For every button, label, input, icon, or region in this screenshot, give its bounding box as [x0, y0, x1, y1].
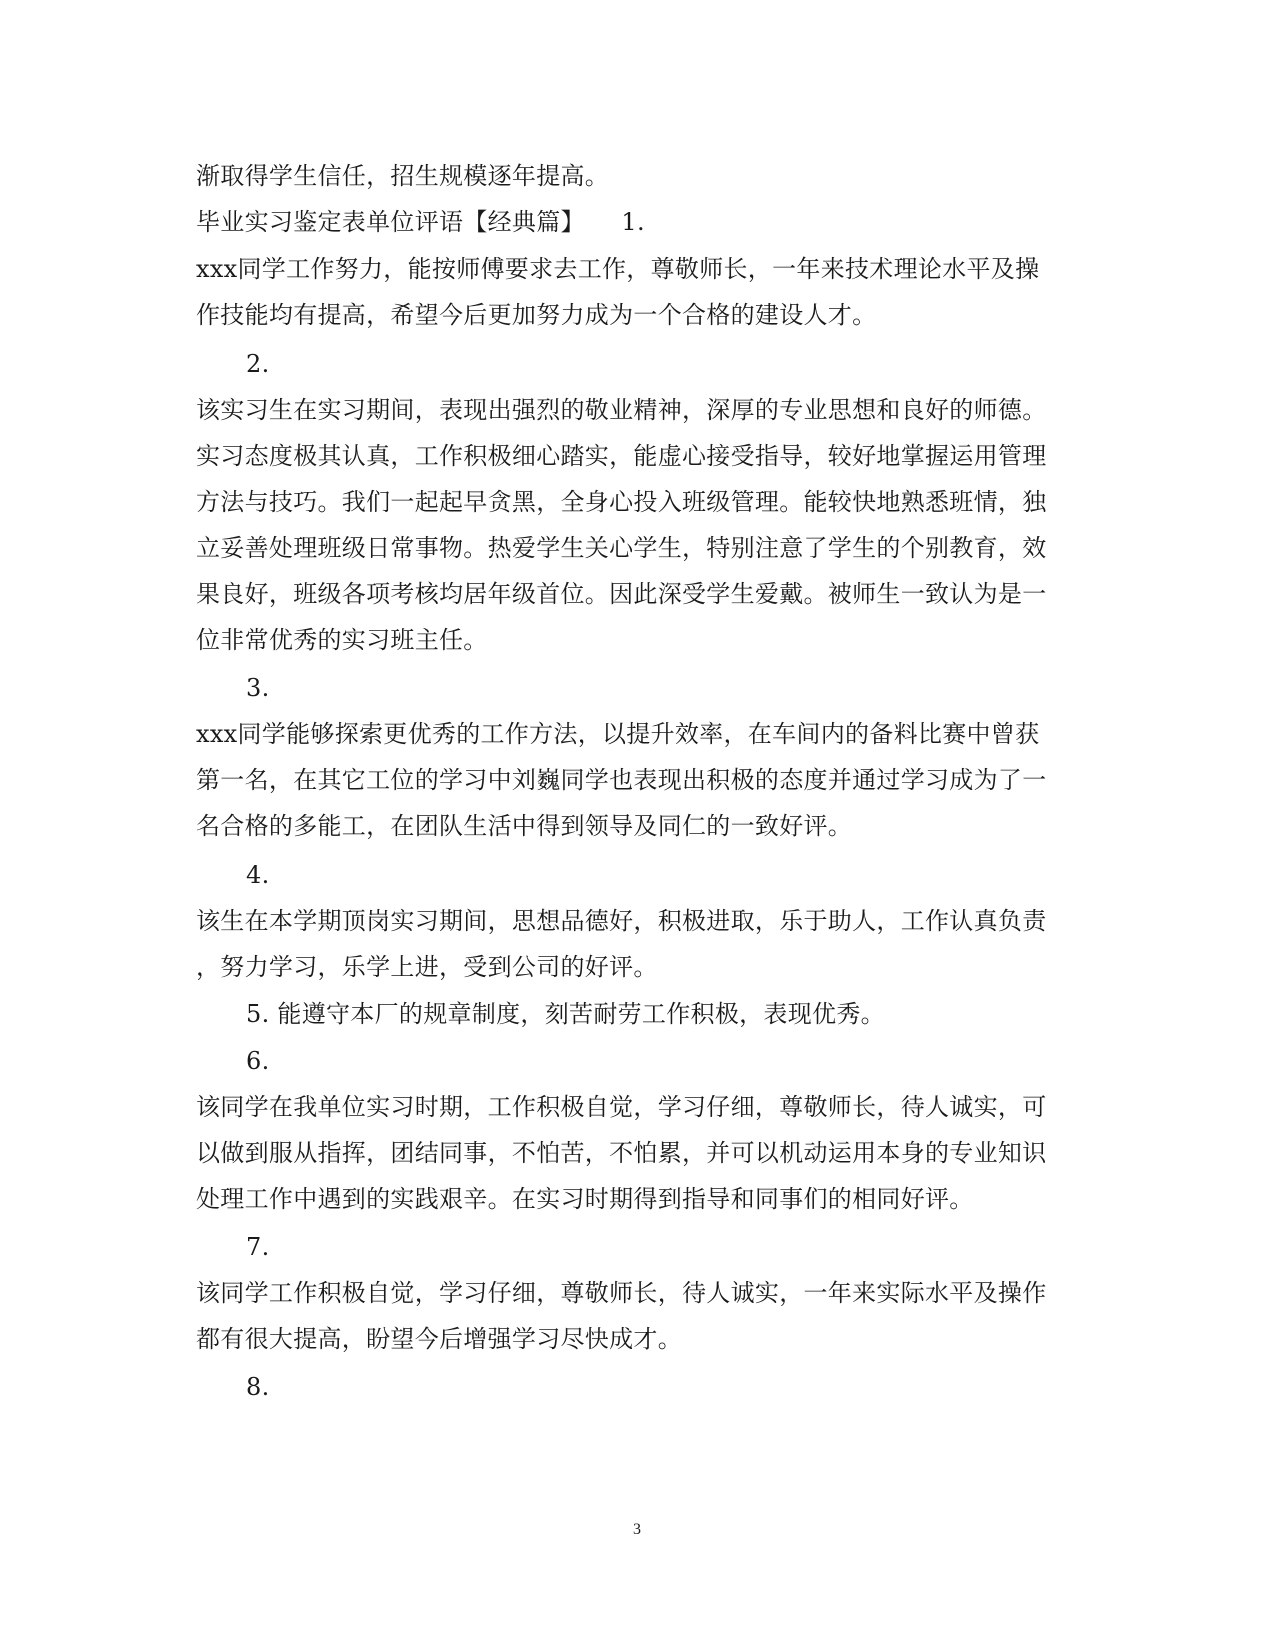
- text-line: 立妥善处理班级日常事物。热爱学生关心学生，特别注意了学生的个别教育，效: [196, 534, 1047, 562]
- text-line: xxx同学能够探索更优秀的工作方法，以提升效率，在车间内的备料比赛中曾获: [196, 720, 1040, 748]
- text-line: 第一名，在其它工位的学习中刘巍同学也表现出积极的态度并通过学习成为了一: [196, 766, 1047, 794]
- item-number: 6.: [246, 1047, 270, 1075]
- text-line: 位非常优秀的实习班主任。: [196, 626, 488, 654]
- item-number: 7.: [246, 1233, 270, 1261]
- item-number: 3.: [246, 674, 270, 702]
- text-line: 处理工作中遇到的实践艰辛。在实习时期得到指导和同事们的相同好评。: [196, 1185, 974, 1213]
- text-line: 作技能均有提高，希望今后更加努力成为一个合格的建设人才。: [196, 301, 877, 329]
- text-line: xxx同学工作努力，能按师傅要求去工作，尊敬师长，一年来技术理论水平及操: [196, 255, 1040, 283]
- item-number: 2.: [246, 350, 270, 378]
- item-number: 8.: [246, 1373, 270, 1401]
- text-line: 渐取得学生信任，招生规模逐年提高。: [196, 162, 610, 190]
- section-heading: 毕业实习鉴定表单位评语【经典篇】 1.: [196, 208, 645, 236]
- item-number: 4.: [246, 861, 270, 889]
- text-line: 实习态度极其认真，工作积极细心踏实，能虚心接受指导，较好地掌握运用管理: [196, 442, 1047, 470]
- text-line: 名合格的多能工，在团队生活中得到领导及同仁的一致好评。: [196, 812, 853, 840]
- text-line: 该同学工作积极自觉，学习仔细，尊敬师长，待人诚实，一年来实际水平及操作: [196, 1279, 1047, 1307]
- text-line: 果良好，班级各项考核均居年级首位。因此深受学生爱戴。被师生一致认为是一: [196, 580, 1047, 608]
- text-line: ，努力学习，乐学上进，受到公司的好评。: [196, 953, 658, 981]
- text-line: 5. 能遵守本厂的规章制度，刻苦耐劳工作积极，表现优秀。: [246, 1000, 885, 1028]
- text-line: 该实习生在实习期间，表现出强烈的敬业精神，深厚的专业思想和良好的师德。: [196, 396, 1047, 424]
- page-number: 3: [633, 1521, 641, 1538]
- text-line: 方法与技巧。我们一起起早贪黑，全身心投入班级管理。能较快地熟悉班情，独: [196, 488, 1047, 516]
- text-line: 该生在本学期顶岗实习期间，思想品德好，积极进取，乐于助人，工作认真负责: [196, 907, 1047, 935]
- text-line: 该同学在我单位实习时期，工作积极自觉，学习仔细，尊敬师长，待人诚实，可: [196, 1093, 1047, 1121]
- text-line: 以做到服从指挥，团结同事，不怕苦，不怕累，并可以机动运用本身的专业知识: [196, 1139, 1047, 1167]
- text-line: 都有很大提高，盼望今后增强学习尽快成才。: [196, 1325, 682, 1353]
